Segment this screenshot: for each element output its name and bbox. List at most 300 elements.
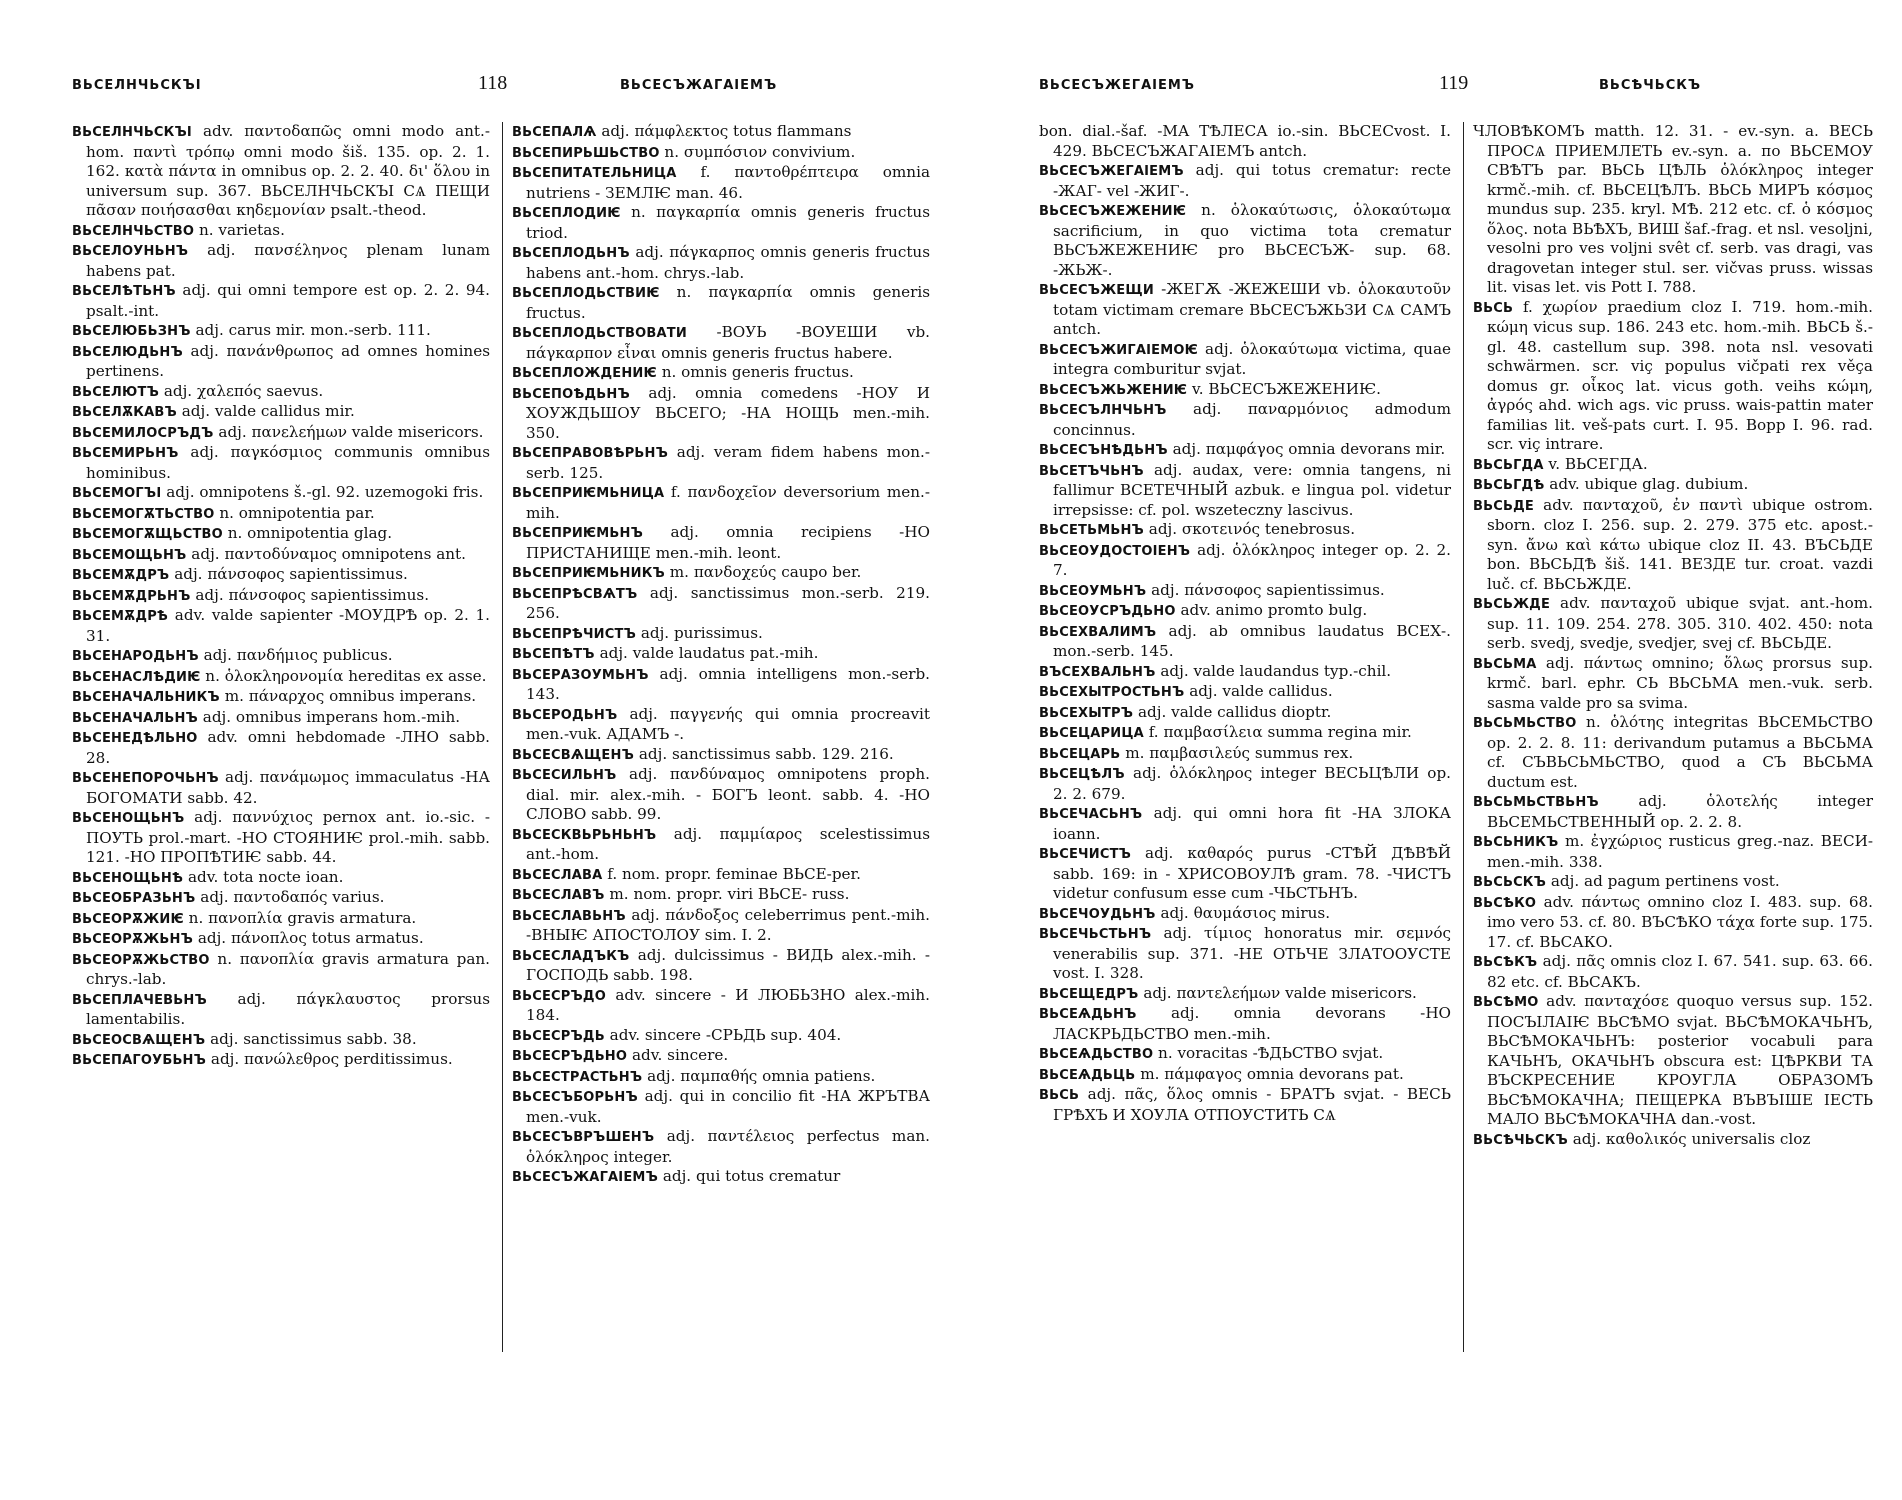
definition: adj. παγκόσμιος communis omnibus hominibus. — [86, 443, 490, 482]
column-rule — [1463, 122, 1464, 1352]
dictionary-entry — [72, 402, 490, 423]
dictionary-entry — [1473, 792, 1873, 832]
definition: f. χωρίον praedium cloz I. 719. hom.-mih. κώμη vicus sup. 186. 243 etc. hom.-mih. ВЬСЬ š.-gl. 48. castellum sup. 398. nota nsl. vesovati schwärmen. scr. viç populus vičpati rex věça domus gr. οἶκος lat. vicus goth. veihs κώμη, ἀγρός ahd. wich ags. vic pruss. wais-pattin mater familias lit. veš-pats curt. I. 95. Bopp I. 96. rad. scr. viç intrare. — [1487, 297, 1874, 453]
headword: ВЬСЕСИЛЬНЪ — [512, 768, 617, 783]
dictionary-entry — [1039, 541, 1451, 581]
definition: adj. ὁλοτελής integer ВЬСЕМЬСТВЕННЫЙ op. 2. 2. 8. — [1487, 792, 1873, 831]
definition: adj. καθαρός purus -СТѢЙ ДѢВѢЙ sabb. 169: in - ХРИСОВОУЛѢ gram. 78. -ЧИСТЪ videtur confusum esse cum -ЧЬСТЬНЪ. — [1053, 844, 1451, 902]
dictionary-entry — [1039, 1044, 1451, 1065]
definition: adj. qui in concilio fit -НА ЖРЪТВА men.-vuk. — [526, 1087, 931, 1126]
definition: adj. πάμφλεκτος totus flammans — [601, 122, 852, 140]
headword: ВЬСЕСЛАДЪКЪ — [512, 948, 630, 964]
headword: ВЬСЕОРѪЖЬНЪ — [72, 932, 193, 947]
headword: ВЬСЕНОЩЬНЪ — [72, 811, 185, 826]
dictionary-entry — [72, 606, 490, 646]
headword: ВЬСЕПРѢЧИСТЪ — [512, 626, 636, 642]
definition: adj. qui totus crematur: recte -ЖАГ- vel -ЖИГ-. — [1053, 161, 1451, 200]
headword: ВЬСЕЧЬСТЬНЪ — [1039, 927, 1152, 942]
headword: ВЬСЕОБРАЗЬНЪ — [72, 891, 196, 906]
definition: -ЖЕГѪ -ЖЕЖЕШИ vb. ὁλοκαυτοῦν totam victimam cremare ВЬСЕСЪЖЬЗИ СѦ САМЪ antch. — [1053, 280, 1452, 338]
headword: ВЬСЬСКЪ — [1473, 875, 1547, 890]
dictionary-entry — [1039, 744, 1451, 765]
headword: ВЬСЕЦАРИЦА — [1039, 726, 1144, 741]
dictionary-entry — [512, 283, 930, 323]
definition: adj. πάνσοφος sapientissimus. — [1151, 580, 1385, 599]
definition: adj. sanctissimus mon.-serb. 219. 256. — [526, 583, 930, 622]
dictionary-entry — [72, 646, 490, 667]
headword: ВЬСЕЛНЧЬСКЪІ — [72, 125, 192, 140]
dictionary-entry — [72, 1050, 490, 1071]
headword: ВЬСЕЧИСТЪ — [1039, 847, 1132, 862]
definition: v. ВЬСЕСЪЖЕЖЕНИѤ. — [1191, 379, 1381, 398]
definition: adj. πανάνθρωπος ad omnes homines pertinens. — [86, 341, 490, 380]
definition: adj. πάντως omnino; ὅλως prorsus sup. krmč. barl. ephr. СЬ ВЬСЬМА men.-vuk. serb. sasma valde pro sa svima. — [1487, 653, 1874, 712]
definition: v. ВЬСЕГДА. — [1548, 454, 1648, 473]
headword: ВЬСЕОУСРЪДЬНО — [1039, 604, 1176, 619]
headword: ВЬСЕѦДЬНЪ — [1039, 1007, 1137, 1022]
headword: ВЬСЕСВѦЩЕНЪ — [512, 747, 634, 763]
dictionary-entry — [512, 745, 930, 766]
headword: ВЬСЕОРѪЖИѤ — [72, 911, 184, 927]
dictionary-entry — [72, 888, 490, 909]
headword: ВЬСЕСЪВРЪШЕНЪ — [512, 1130, 655, 1145]
dictionary-entry — [72, 929, 490, 950]
definition: adj. πάγκλαυστος prorsus lamentabilis. — [86, 989, 490, 1028]
headword: ВЬСЕСРЪДЬНО — [512, 1049, 628, 1064]
definition: adj. παντοδύναμος omnipotens ant. — [191, 544, 466, 563]
headword: ВЬСЕПИРЬШЬСТВО — [512, 145, 660, 161]
definition: adv. πανταχοῦ, ἐν παντὶ ubique ostrom. sborn. cloz I. 256. sup. 2. 279. 375 etc. apost.-syn. ἄνω καὶ κάτω ubique cloz II. 43. ВЪСЬДЕ bon. ВЬСЬДѢ šiš. 141. ВЕЗДЕ tur. croat. vazdi luč. cf. ВЬСЬЖДЕ. — [1487, 495, 1873, 593]
definition: f. nom. propr. feminae ВЬСЕ-per. — [607, 864, 861, 883]
definition: adj. πανώλεθρος perditissimus. — [210, 1050, 453, 1068]
headword: ВЬСЕОСВѦЩЕНЪ — [72, 1032, 206, 1048]
headword: ВЬСѢМО — [1473, 995, 1539, 1010]
headword: ВЬСЕПЛОДЬНЪ — [512, 246, 630, 261]
headword: ВЬСЕПРАВОВѢРЬНЪ — [512, 446, 669, 461]
headword: ВЬСЕСЪЖАГАІЕМЪ — [512, 1170, 658, 1185]
definition: n. voracitas -ѢДЬСТВО svjat. — [1158, 1044, 1384, 1062]
column-rule — [502, 122, 503, 1352]
headword: ВЬСЕПОѢДЬНЪ — [512, 386, 630, 402]
definition: adv. animo promto bulg. — [1180, 601, 1368, 619]
running-head-right: ВЬСѢЧЬСКЪ — [1599, 78, 1702, 93]
definition: m. πάμφαγος omnia devorans pat. — [1140, 1064, 1404, 1083]
dictionary-entry — [72, 687, 490, 708]
definition: adj. carus mir. mon.-serb. 111. — [195, 321, 431, 339]
headword: ВЬСЕМОЩЬНЪ — [72, 547, 187, 563]
dictionary-entry — [512, 986, 930, 1026]
headword: ВЬСЕѦДЬСТВО — [1039, 1047, 1154, 1062]
definition: adj. ὁλόκληρος integer ВЕСЬЦѢЛИ op. 2. 2. 679. — [1053, 764, 1452, 803]
dictionary-entry — [1039, 723, 1451, 744]
dictionary-entry — [1039, 662, 1451, 683]
definition: n. ὁλότης integritas ВЬСЕМЬСТВО op. 2. 2. 8. 11: derivandum putamus a ВЬСЬМА cf. СЪВЬСЬМЬСТВО, quod a СЪ ВЬСЬМА ductum est. — [1487, 713, 1873, 791]
dictionary-entry — [72, 909, 490, 930]
definition: adv. sincere. — [631, 1046, 729, 1064]
headword: ВЬСЕНОЩЬНѢ — [72, 870, 184, 886]
dictionary-entry — [1039, 440, 1451, 461]
headword: ВЬСЕНАРОДЬНЪ — [72, 649, 199, 664]
definition: f. πανδοχεῖον deversorium men.-mih. — [526, 483, 930, 522]
definition: m. nom. propr. viri ВЬСЕ- russ. — [609, 885, 850, 903]
headword: ВЬСЕЛѪКАВЪ — [72, 405, 177, 420]
dictionary-entry — [72, 545, 490, 566]
dictionary-entry — [1039, 904, 1451, 925]
definition: adj. τίμιος honoratus mir. σεμνός venerabilis sup. 371. -НЕ ОТЬЧЕ ЗЛАТООУСТЕ vost. I. 328. — [1053, 924, 1451, 982]
definition: adj. παναρμόνιος admodum concinnus. — [1053, 400, 1452, 439]
headword: ВЬСЬНИКЪ — [1473, 835, 1559, 850]
headword: ВЬСЕЛОУНЬНЪ — [72, 244, 189, 259]
headword: ВЬСЕѦДЬЦЬ — [1039, 1067, 1136, 1083]
definition: adj. πάνοπλος totus armatus. — [197, 929, 424, 947]
headword: ВЬСЕХЫТРОСТЬНЪ — [1039, 685, 1185, 700]
headword: ВЬСЕСЪЖЕЩИ — [1039, 283, 1154, 298]
dictionary-entry — [1039, 703, 1451, 724]
headword: ВЬСЬГДѢ — [1473, 478, 1545, 493]
headword: ВЬСѢКЪ — [1473, 955, 1538, 970]
dictionary-entry — [1039, 1065, 1451, 1086]
dictionary-entry — [512, 563, 930, 584]
headword: ВЬСЕМОГЪІ — [72, 486, 162, 501]
headword: ВЬСЕПРИѤМЬНИЦА — [512, 486, 665, 501]
dictionary-entry — [1473, 594, 1873, 654]
definition: m. ἐγχώριος rusticus greg.-naz. ВЕСИ- men.-mih. 338. — [1487, 832, 1874, 871]
definition: n. ὁλοκαύτωσις, ὁλοκαύτωμα sacrificium, in quo victima tota crematur ВЬСЪЖЕЖЕНИѤ pro ВЬСЕСЪЖ- sup. 68. -ЖЬЖ-. — [1053, 201, 1451, 279]
definition: adj. omnia devorans -НО ЛАСКРЬДЬСТВО men.-mih. — [1053, 1004, 1452, 1043]
dictionary-entry — [512, 885, 930, 906]
headword: ВЬСЕЛНЧЬСТВО — [72, 223, 195, 239]
dictionary-entry — [1473, 654, 1873, 714]
definition: f. παντοθρέπτειρα omnia nutriens - ЗЕМЛѤ man. 46. — [526, 163, 930, 202]
headword: ВЬСЕЛЮТЪ — [72, 384, 159, 400]
dictionary-entry — [1473, 496, 1873, 595]
headword: ВЬСЕЩЕДРЪ — [1039, 986, 1139, 1002]
column-right-1 — [1039, 122, 1451, 1125]
dictionary-entry — [1039, 461, 1451, 521]
headword: ВЬСЕСЛАВА — [512, 867, 603, 883]
dictionary-entry — [72, 524, 490, 545]
headword: ВЬСЕМОГѪТЬСТВО — [72, 506, 215, 522]
headword: ВЬСѢКО — [1473, 895, 1537, 911]
dictionary-entry — [1039, 682, 1451, 703]
headword: ВЪСЕХВАЛЬНЪ — [1039, 664, 1156, 680]
headword: ВЬСЕПѢТЪ — [512, 647, 595, 662]
dictionary-entry — [1039, 1004, 1451, 1044]
dictionary-entry — [72, 483, 490, 504]
page-number: 119 — [1439, 72, 1469, 94]
definition: adv. ubique glag. dubium. — [1549, 475, 1749, 493]
definition: adj. ad pagum pertinens vost. — [1550, 872, 1780, 890]
headword: ВЬСЕПАЛѦ — [512, 125, 597, 140]
dictionary-entry — [512, 384, 930, 444]
headword: ВЬСЕЧАСЬНЪ — [1039, 807, 1143, 822]
headword: ВЬСЕЦАРЬ — [1039, 746, 1121, 762]
headword: ВЬСЕНЕДѢЛЬНО — [72, 731, 198, 746]
dictionary-entry — [72, 808, 490, 868]
definition: n. omnipotentia par. — [219, 503, 375, 522]
definition: n. ὁλοκληρονομία hereditas ex asse. — [205, 666, 487, 685]
dictionary-entry — [512, 665, 930, 705]
definition: adj. παμφάγος omnia devorans mir. — [1172, 440, 1446, 458]
headword: ВЬСЕСТРАСТЬНЪ — [512, 1069, 643, 1085]
definition: adj. πανάμωμος immaculatus -НА БОГОМАТИ sabb. 42. — [86, 768, 490, 807]
definition: adj. πανδύναμος omnipotens proph. dial. mir. alex.-mih. - БОГЪ leont. sabb. 4. -НО СЛОВО sabb. 99. — [526, 765, 930, 823]
definition: adj. θαυμάσιος mirus. — [1160, 903, 1331, 922]
headword: ВЬСЬ — [1473, 300, 1514, 316]
dictionary-entry — [72, 586, 490, 607]
column-left-2 — [512, 122, 930, 1188]
running-head — [1039, 72, 1859, 108]
headword: ВЬСЕСЛАВЪ — [512, 888, 605, 903]
dictionary-entry — [512, 1167, 930, 1188]
headword: ВЬСЕСРЪДЬ — [512, 1028, 605, 1044]
definition: adv. tota nocte ioan. — [187, 867, 344, 886]
headword: ВЬСЕПЛОДЬСТВИѤ — [512, 286, 660, 301]
dictionary-entry — [1473, 298, 1873, 455]
headword: ВЬСЕСЪЖЕГАІЕМЪ — [1039, 164, 1184, 179]
dictionary-entry — [512, 705, 930, 745]
definition: adj. sanctissimus sabb. 129. 216. — [638, 744, 894, 763]
running-head-right: ВЬСЕСЪЖАГАІЕМЪ — [620, 78, 778, 93]
definition: n. πανοπλία gravis armatura. — [188, 908, 417, 927]
dictionary-entry — [512, 323, 930, 363]
definition: -ВОУЬ -ВОУЕШИ vb. πάγκαρπον εἶναι omnis generis fructus habere. — [526, 323, 930, 362]
definition: n. πανοπλία gravis armatura pan. chrys.-lab. — [86, 949, 490, 988]
headword: ВЬСЬМЬСТВО — [1473, 716, 1577, 731]
dictionary-entry — [512, 1067, 930, 1088]
headword: ВЬСЕЛѢТЬНЪ — [72, 284, 176, 299]
dictionary-entry — [1473, 713, 1873, 792]
dictionary-entry — [72, 221, 490, 242]
definition: adj. qui omni tempore est op. 2. 2. 94. psalt.-int. — [86, 281, 490, 320]
headword: ВЬСѢЧЬСКЪ — [1473, 1132, 1568, 1148]
dictionary-entry — [1039, 161, 1451, 201]
definition: adj. audax, vere: omnia tangens, ni fallimur ВСЕТЕЧНЫЙ azbuk. e lingua pol. videtur irrepsisse: cf. pol. wszeteczny lascivus. — [1053, 460, 1451, 519]
dictionary-entry — [512, 1026, 930, 1047]
dictionary-entry — [1039, 1085, 1451, 1125]
headword: ВЬСЕМѪДРЪ — [72, 568, 170, 583]
definition: adj. πανσέληνος plenam lunam habens pat. — [86, 241, 490, 280]
headword: ВЬСЕЛЮБЬЗНЪ — [72, 324, 191, 339]
definition: adv. omni hebdomade -ЛНО sabb. 28. — [86, 728, 490, 767]
headword: ВЬСЬ — [1039, 1088, 1080, 1103]
definition: m. παμβασιλεύς summus rex. — [1125, 743, 1354, 762]
headword: ВЬСЕПЛАЧЕВЬНЪ — [72, 992, 207, 1008]
definition: adj. παγγενής qui omnia procreavit men.-vuk. АДАМЪ -. — [526, 704, 931, 743]
dictionary-entry — [1039, 122, 1451, 161]
definition: adj. omnibus imperans hom.-mih. — [202, 707, 461, 726]
dictionary-entry — [512, 1087, 930, 1127]
definition: m. πάναρχος omnibus imperans. — [224, 687, 477, 705]
definition: adj. παννύχιος pernox ant. io.-sic. - ПОУТЬ prol.-mart. -НО СТОЯНИѤ prol.-mih. sabb. 121. -НО ПРОПѢТИѤ sabb. 44. — [86, 808, 490, 866]
definition: adj. omnia intelligens mon.-serb. 143. — [526, 664, 931, 703]
definition: adj. παντοδαπός varius. — [200, 888, 385, 906]
running-head-left: ВЬСЕСЪЖЕГАІЕМЪ — [1039, 78, 1195, 93]
definition: bon. dial.-šaf. -МА ТѢЛЕСА io.-sin. ВЬСЕСvost. I. 429. ВЬСЕСЪЖАГАІЕМЪ antch. — [1039, 122, 1451, 160]
headword: ВЬСЕЧОУДЬНЪ — [1039, 906, 1156, 922]
definition: m. πανδοχεύς caupo ber. — [669, 563, 862, 581]
definition: adj. qui omni hora fit -НА ЗЛОКА ioann. — [1053, 804, 1451, 843]
headword: ВЬСЕСЪЖЬЖЕНИѤ — [1039, 382, 1188, 398]
headword: ВЬСЬЖДЕ — [1473, 597, 1551, 612]
dictionary-entry — [1473, 455, 1873, 476]
definition: adj. πανελεήμων valde misericors. — [218, 422, 484, 441]
headword: ВЬСЕПРИѤМЬНЪ — [512, 526, 644, 541]
definition: adv. sincere -СРЬДЬ sup. 404. — [609, 1025, 842, 1044]
definition: adj. valde laudandus typ.-chil. — [1160, 661, 1392, 680]
headword: ВЬСЕСЪЖЕЖЕНИѤ — [1039, 204, 1187, 219]
dictionary-entry — [72, 708, 490, 729]
definition: n. omnipotentia glag. — [227, 524, 393, 542]
dictionary-entry — [512, 865, 930, 886]
dictionary-entry — [72, 423, 490, 444]
dictionary-entry — [1039, 764, 1451, 804]
dictionary-entry — [72, 768, 490, 808]
headword: ВЬСЕМИРЬНЪ — [72, 446, 179, 461]
definition: adj. πάγκαρπος omnis generis fructus habens ant.-hom. chrys.-lab. — [526, 243, 930, 282]
dictionary-entry — [1039, 984, 1451, 1005]
dictionary-entry — [72, 868, 490, 889]
headword: ВЬСЕПАГОУБЬНЪ — [72, 1053, 207, 1068]
headword: ВЬСЕНАЧАЛЬНИКЪ — [72, 690, 220, 705]
definition: adj. qui totus crematur — [662, 1167, 841, 1185]
headword: ВЬСЕСЪЛНЧЬНЪ — [1039, 403, 1167, 418]
headword: ВЬСЕСЪБОРЬНЪ — [512, 1090, 638, 1105]
dictionary-entry — [72, 667, 490, 688]
dictionary-entry — [512, 584, 930, 624]
dictionary-entry — [1473, 893, 1873, 953]
dictionary-entry — [72, 504, 490, 525]
dictionary-entry — [1039, 400, 1451, 440]
dictionary-entry — [512, 122, 930, 143]
dictionary-entry — [1473, 122, 1873, 298]
headword: ВЬСЕМѪДРѢ — [72, 609, 169, 624]
dictionary-entry — [72, 321, 490, 342]
definition: adj. πάνσοφος sapientissimus. — [174, 565, 408, 583]
dictionary-entry — [512, 946, 930, 986]
definition: ЧЛОВѢКОМЪ matth. 12. 31. - ev.-syn. a. ВЕСЬ ПРОСѦ ПРИЕМЛЕТЬ ev.-syn. a. по ВЬСЕМОУ СВѢТЪ par. ВЬСЬ ЦѢЛЬ ὁλόκληρος integer krmč.-mih. cf. ВЬСЕЦѢЛЪ. ВЬСЬ МИРЪ κόσμος mundus sup. 235. kryl. МѢ. 212 etc. cf. ὁ κόσμος ὅλος. nota ВЬѢХЪ, ВИШ šaf.-frag. et nsl. vesoljni, vesolni pro ves voljni svêt cf. serb. vas dragi, vas dragovetan integer stul. ser. vičvas pruss. wissas lit. visas let. vis Pott I. 788. — [1473, 122, 1873, 296]
definition: adj. valde laudatus pat.-mih. — [599, 644, 819, 662]
dictionary-entry — [72, 122, 490, 221]
headword: ВЬСЕХВАЛИМЪ — [1039, 624, 1157, 640]
dictionary-entry — [1039, 924, 1451, 984]
definition: adj. omnia comedens -НОУ И ХОУЖДЬШОУ ВЬСЕГО; -НА НОЩЬ men.-mih. 350. — [526, 383, 931, 442]
dictionary-entry — [512, 624, 930, 645]
dictionary-entry — [1039, 804, 1451, 844]
definition: adj. πᾶς, ὅλος omnis - БРАТЪ svjat. - ВЕСЬ ГРѢХЪ И ХОУЛА ОТПОУСТИТЬ СѦ — [1053, 1085, 1451, 1124]
headword: ВЬСЕОРѪЖЬСТВО — [72, 952, 210, 968]
headword: ВЬСЕСКВЬРЬНЬНЪ — [512, 827, 657, 843]
dictionary-entry — [512, 523, 930, 563]
definition: adj. πανδήμιος publicus. — [203, 646, 393, 664]
dictionary-entry — [1473, 475, 1873, 496]
headword: ВЬСЕЛЮДЬНЪ — [72, 344, 183, 360]
dictionary-entry — [512, 644, 930, 665]
headword: ВЬСЕПРѢСВѦТЪ — [512, 586, 638, 602]
definition: adv. πάντως omnino cloz I. 483. sup. 68. imo vero 53. cf. 80. ВЪСѢКО τάχα forte sup. 175. 17. cf. ВЬСАКО. — [1487, 892, 1874, 951]
headword: ВЬСЕСЪНѢДЬНЪ — [1039, 443, 1168, 458]
dictionary-entry — [512, 1046, 930, 1067]
dictionary-entry — [1473, 872, 1873, 893]
dictionary-entry — [1473, 1130, 1873, 1151]
dictionary-entry — [512, 203, 930, 243]
headword: ВЬСЕНАЧАЛЬНЪ — [72, 710, 198, 726]
definition: adj. καθολικός universalis cloz — [1572, 1129, 1811, 1148]
headword: ВЬСЕПЛОДИѤ — [512, 206, 621, 221]
definition: adj. παντέλειος perfectus man. ὁλόκληρος integer. — [526, 1127, 930, 1166]
dictionary-entry — [1039, 622, 1451, 662]
dictionary-entry — [1039, 280, 1451, 340]
headword: ВЬСЬМА — [1473, 656, 1537, 672]
dictionary-entry — [512, 443, 930, 483]
dictionary-entry — [512, 825, 930, 865]
headword: ВЬСЕПРИѤМЬНИКЪ — [512, 566, 665, 581]
dictionary-entry — [1473, 832, 1873, 872]
headword: ВЬСЕРАЗОУМЬНЪ — [512, 667, 649, 683]
definition: adv. valde sapienter -МОУДРѢ op. 2. 1. 31. — [86, 606, 491, 645]
dictionary-entry — [1039, 340, 1451, 380]
definition: adj. valde callidus. — [1189, 682, 1333, 700]
headword: ВЬСЬДЕ — [1473, 498, 1534, 514]
dictionary-entry — [72, 990, 490, 1030]
dictionary-entry — [72, 950, 490, 990]
definition: adj. ὁλόκληρος integer op. 2. 2. 7. — [1053, 540, 1451, 579]
dictionary-entry — [512, 906, 930, 946]
headword: ВЬСЕМИЛОСРЪДЪ — [72, 425, 214, 441]
column-right-2 — [1473, 122, 1873, 1150]
dictionary-entry — [1473, 952, 1873, 992]
dictionary-entry — [512, 143, 930, 164]
dictionary-entry — [512, 363, 930, 384]
definition: adj. παμπαθής omnia patiens. — [647, 1066, 876, 1085]
headword: ВЬСЕПЛОДЬСТВОВАТИ — [512, 326, 687, 341]
definition: adj. σκοτεινός tenebrosus. — [1148, 520, 1356, 538]
dictionary-entry — [512, 243, 930, 283]
definition: adv. sincere - И ЛЮБЬЗНО alex.-mih. 184. — [526, 985, 931, 1024]
running-head-left: ВЬСЕЛНЧЬСКЪІ — [72, 78, 202, 93]
dictionary-entry — [1039, 844, 1451, 904]
headword: ВЬСЕРОДЬНЪ — [512, 707, 618, 723]
dictionary-entry — [72, 281, 490, 321]
definition: adj. παντελεήμων valde misericors. — [1143, 983, 1417, 1002]
definition: adj. omnia recipiens -НО ПРИСТАНИЩЕ men.-mih. leont. — [526, 523, 931, 562]
dictionary-entry — [1039, 581, 1451, 602]
dictionary-entry — [512, 483, 930, 523]
definition: adj. veram fidem habens mon.-serb. 125. — [526, 443, 931, 482]
headword: ВЬСЕТЬМЬНЪ — [1039, 523, 1144, 538]
dictionary-entry — [512, 163, 930, 203]
definition: adj. sanctissimus sabb. 38. — [210, 1029, 417, 1048]
definition: adv. πανταχοῦ ubique svjat. ant.-hom. sup. 11. 109. 254. 278. 305. 310. 402. 450: nota serb. svedj, svedje, svedjer, svej cf. ВЬСЬДЕ. — [1487, 594, 1874, 652]
definition: adj. πάνσοφος sapientissimus. — [195, 585, 430, 604]
headword: ВЬСЕСЛАВЬНЪ — [512, 908, 626, 924]
dictionary-entry — [72, 443, 490, 483]
headword: ВЬСЬГДА — [1473, 457, 1544, 473]
headword: ВЬСЕХЫТРЪ — [1039, 705, 1134, 721]
definition: adj. omnipotens š.-gl. 92. uzemogoki fris. — [166, 483, 484, 501]
definition: n. omnis generis fructus. — [661, 363, 854, 381]
headword: ВЬСЕПЛОЖДЕНИѤ — [512, 366, 657, 381]
dictionary-entry — [1039, 380, 1451, 401]
definition: adj. dulcissimus - ВИДЬ alex.-mih. - ГОСПОДЬ sabb. 198. — [526, 945, 931, 984]
headword: ВЬСЕТЪЧЬНЪ — [1039, 463, 1144, 479]
headword: ВЬСЕПИТАТЕЛЬНИЦА — [512, 166, 677, 181]
definition: adj. πᾶς omnis cloz I. 67. 541. sup. 63. 66. 82 etc. cf. ВЬСАКЪ. — [1487, 952, 1873, 991]
column-left-1 — [72, 122, 490, 1071]
definition: adj. πάνδοξος celeberrimus pent.-mih. -ВНЫѤ АПОСТОЛОУ sim. I. 2. — [526, 905, 930, 944]
definition: adj. χαλεπός saevus. — [163, 381, 324, 400]
headword: ВЬСЕМѪДРЬНЪ — [72, 588, 191, 604]
